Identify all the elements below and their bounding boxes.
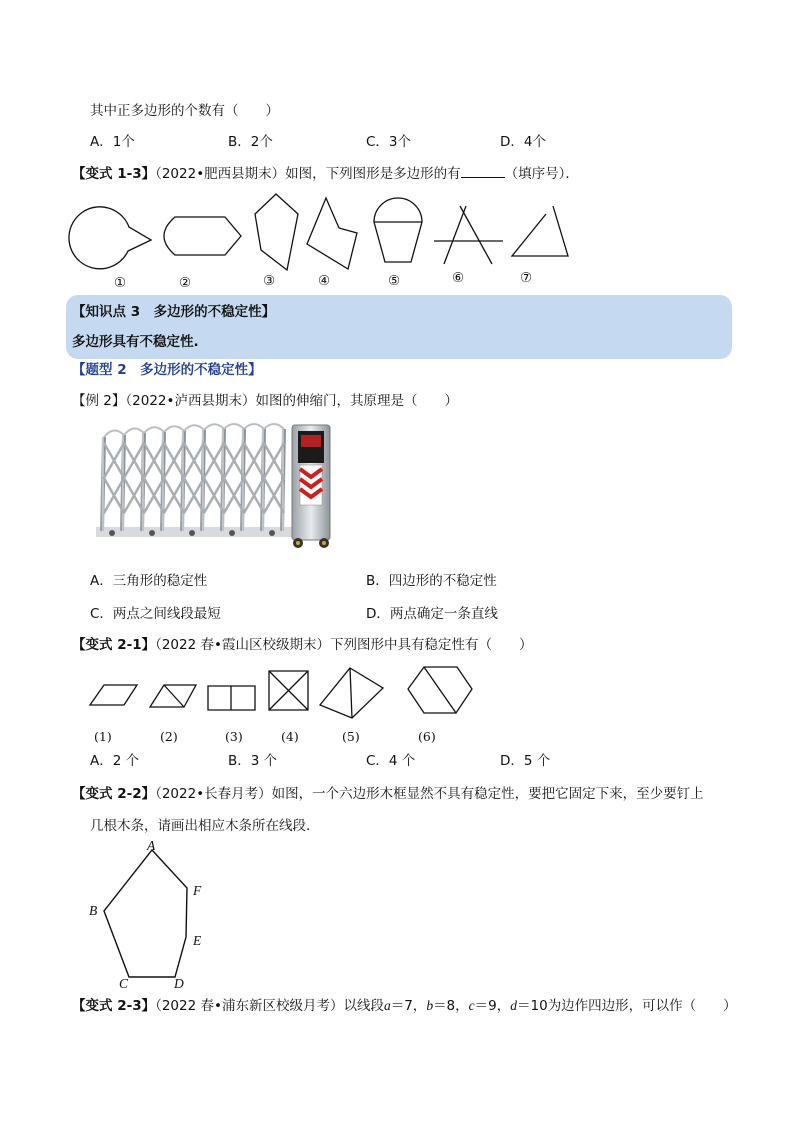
variant-2-2-line-1 — [72, 785, 704, 803]
fig-label-3: (3) — [225, 729, 243, 744]
shape-cross-2 — [444, 206, 466, 264]
variant-tag: 【变式 2-3】 — [72, 998, 156, 1014]
example-option-d: D．两点确定一条直线 — [366, 606, 498, 622]
variant-tag: 【变式 2-2】 — [72, 786, 156, 802]
option-d: D．4个 — [500, 134, 546, 150]
shape-cross-1 — [460, 206, 492, 264]
vertex-c: C — [119, 976, 129, 991]
var-a: a — [383, 998, 391, 1013]
shape-concave — [307, 198, 357, 269]
variant-tag: 【变式 1-3】 — [72, 166, 156, 182]
label-6: ⑥ — [452, 270, 465, 286]
variant-2-1-option-a: A．2 个 — [90, 753, 140, 769]
label-4: ④ — [318, 273, 331, 289]
hexagon-figure — [0, 835, 794, 995]
fig-label-4: (4) — [281, 729, 299, 744]
variant-text-end: （填序号）． — [504, 166, 579, 182]
label-1: ① — [114, 275, 127, 291]
label-7: ⑦ — [520, 270, 533, 286]
fig-label-2: (2) — [160, 729, 178, 744]
vertex-e: E — [193, 933, 202, 948]
knowledge-title: 【知识点 3 多边形的不稳定性】 — [72, 304, 276, 320]
vertex-a: A — [147, 838, 156, 853]
example-option-b: B．四边形的不稳定性 — [366, 573, 497, 589]
shape-square-cross — [269, 671, 308, 710]
variant-text: （2022•长春月考）如图，一个六边形木框显然不具有稳定性，要把它固定下来，至少要钉上 — [155, 786, 704, 802]
shape-parallelogram — [90, 685, 137, 705]
shape-kite — [320, 668, 383, 718]
variant-text-end: 为边作四边形，可以作（ ） — [547, 998, 737, 1014]
shape-stadium — [164, 217, 241, 255]
hexagon-frame — [104, 850, 187, 977]
fig-label-5: (5) — [342, 729, 360, 744]
topic-title: 【题型 2 多边形的不稳定性】 — [72, 362, 262, 378]
vertex-f: F — [193, 883, 202, 898]
knowledge-body: 多边形具有不稳定性. — [72, 334, 199, 350]
example-2-line — [72, 392, 458, 410]
shape-parallelogram-diagonal — [150, 685, 196, 707]
question-stem: 其中正多边形的个数有（ ） — [90, 103, 279, 119]
retractable-gate-image — [92, 423, 337, 553]
variant-text: （2022 春•霞山区校级期末）下列图形中具有稳定性有（ ） — [155, 637, 533, 653]
val-d: ＝10 — [517, 998, 548, 1014]
option-c: C．3个 — [366, 134, 412, 150]
variant-tag: 【变式 2-1】 — [72, 637, 156, 653]
variant-2-1-option-b: B．3 个 — [228, 753, 278, 769]
figure-shapes-2-1 — [0, 665, 794, 725]
example-text: （2022•泸西县期末）如图的伸缩门，其原理是（ ） — [125, 393, 458, 409]
val-b: ＝8， — [433, 998, 469, 1014]
label-5: ⑤ — [388, 273, 401, 289]
variant-text: （2022 春•浦东新区校级月考）以线段 — [155, 998, 384, 1014]
fig-label-6: (6) — [418, 729, 436, 744]
fig-label-1: (1) — [94, 729, 112, 744]
example-option-c: C．两点之间线段最短 — [90, 606, 221, 622]
val-a: ＝7， — [390, 998, 427, 1014]
shape-pentagon — [255, 194, 298, 270]
vertex-b: B — [89, 903, 98, 918]
val-c: ＝9， — [474, 998, 511, 1014]
vertex-d: D — [174, 976, 184, 991]
answer-blank[interactable] — [461, 165, 505, 178]
variant-text: （2022•肥西县期末）如图，下列图形是多边形的有 — [155, 166, 461, 182]
var-d: d — [510, 998, 517, 1013]
variant-2-1-option-d: D．5 个 — [500, 753, 551, 769]
option-a: A．1个 — [90, 134, 135, 150]
label-2: ② — [179, 275, 192, 291]
shape-hexagon-diagonal — [408, 667, 472, 713]
shape-open-triangle — [512, 206, 568, 256]
shape-bucket — [374, 198, 422, 262]
option-b: B．2个 — [228, 134, 273, 150]
var-c: c — [468, 998, 475, 1013]
example-tag: 【例 2】 — [72, 393, 126, 409]
shape-rectangle-split — [208, 686, 255, 710]
variant-1-3-line — [72, 165, 579, 183]
variant-2-2-line-2: 几根木条，请画出相应木条所在线段． — [90, 818, 320, 834]
var-b: b — [426, 998, 434, 1013]
shape-pacman — [69, 207, 151, 269]
variant-2-1-line — [72, 636, 532, 654]
variant-2-1-option-c: C．4 个 — [366, 753, 416, 769]
variant-2-3-line — [72, 997, 737, 1015]
example-option-a: A．三角形的稳定性 — [90, 573, 208, 589]
label-3: ③ — [263, 273, 276, 289]
